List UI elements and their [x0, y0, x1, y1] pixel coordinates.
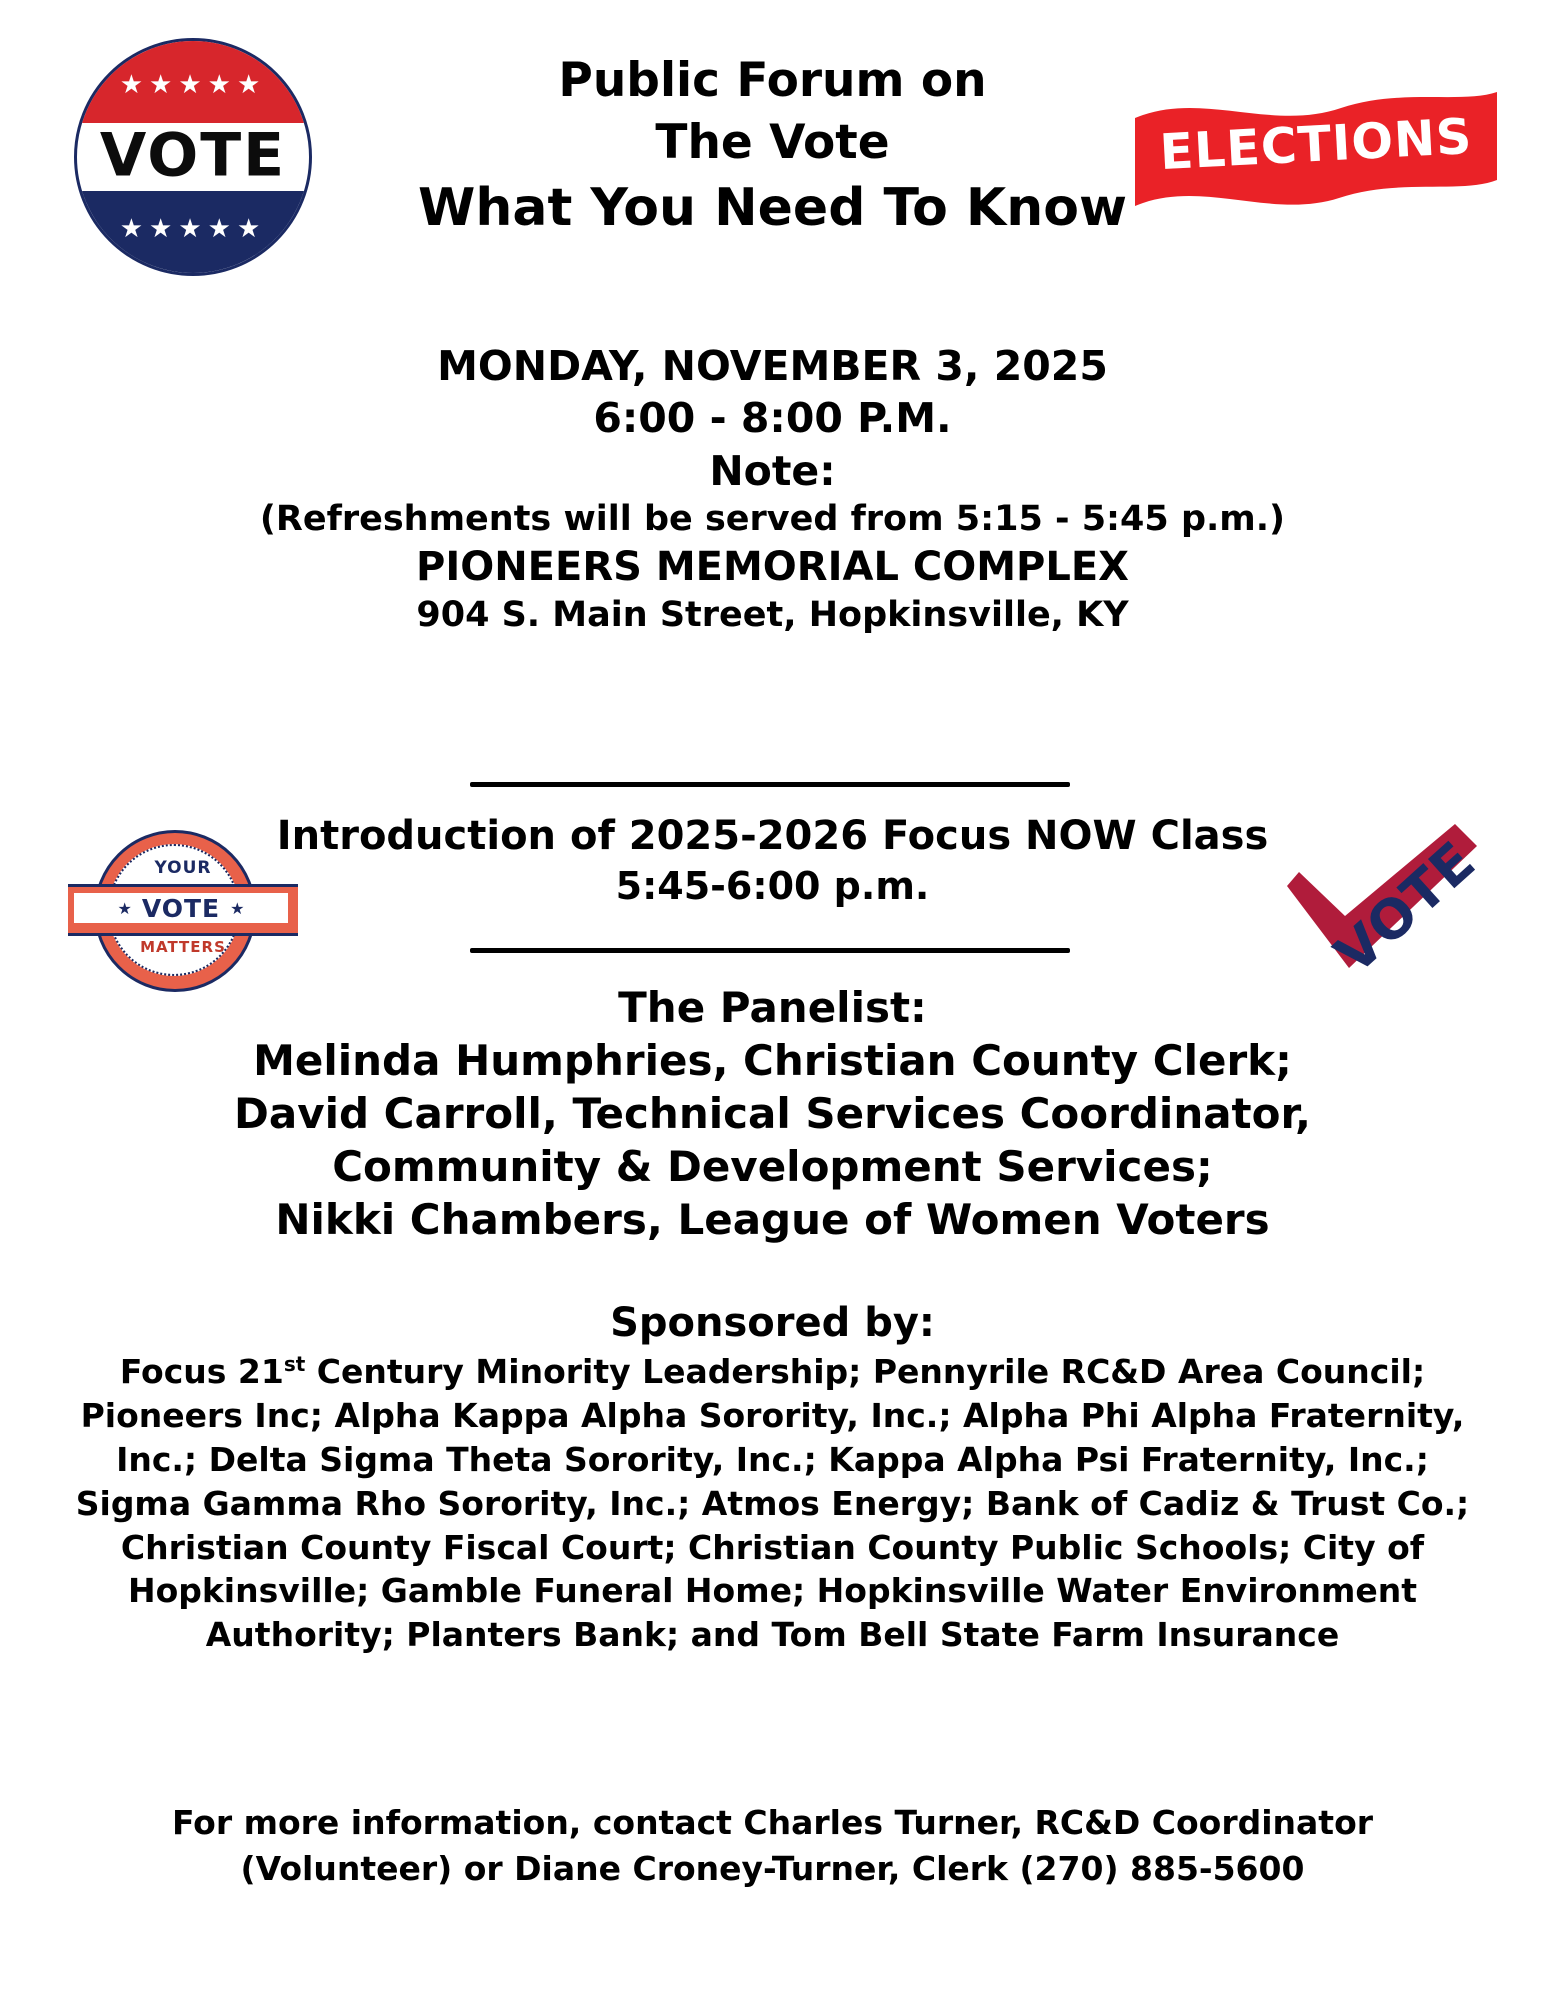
- sponsors-title: Sponsored by:: [610, 1300, 935, 1346]
- vote-badge-circle: [74, 38, 312, 276]
- vote-badge-bottom-band: [77, 191, 309, 273]
- panelist-block: [80, 980, 1465, 1247]
- panelist-line-4: Nikki Chambers, League of Women Voters: [275, 1195, 1270, 1245]
- contact-line-1: For more information, contact Charles Turner, RC&D Coordinator: [171, 1803, 1374, 1842]
- seal-star-right: ★: [230, 898, 245, 918]
- venue-name: PIONEERS MEMORIAL COMPLEX: [416, 544, 1129, 591]
- sponsors-superscript: st: [283, 1352, 306, 1376]
- elections-banner-text: ELECTIONS: [1158, 107, 1474, 182]
- check-vote-word: VOTE: [1323, 829, 1488, 986]
- headline-line-3: What You Need To Know: [417, 178, 1127, 239]
- event-date: MONDAY, NOVEMBER 3, 2025: [437, 342, 1108, 390]
- headline-line-2: The Vote: [655, 115, 890, 171]
- panelist-line-2: David Carroll, Technical Services Coordinator,: [234, 1089, 1311, 1139]
- event-time: 6:00 - 8:00 P.M.: [593, 394, 952, 443]
- panelist-line-1: Melinda Humphries, Christian County Clerk;: [253, 1036, 1292, 1086]
- event-details: [120, 340, 1425, 638]
- seal-top-text: YOUR: [154, 858, 212, 878]
- sponsors-text: Century Minority Leadership; Pennyrile RC&D Area Council; Pioneers Inc; Alpha Kappa Alpha Sorority, Inc.; Alpha Phi Alpha Fraternity, Inc.; Delta Sigma Theta Sorority, Inc.; Kappa Alpha Psi Fraternity, Inc.; Sigma Gamma Rho Sorority, Inc.; Atmos Energy; Bank of Cadiz & Trust Co.; Christian County Fiscal Court; Christian County Public Schools; City of Hopkinsville; Gamble Funeral Home; Hopkinsville Water Environment Authority; Planters Bank; and Tom Bell State Farm Insurance: [75, 1352, 1470, 1655]
- vote-badge-top-band: [77, 41, 309, 123]
- introduction-block: [160, 810, 1385, 911]
- panelist-line-3: Community & Development Services;: [332, 1142, 1213, 1192]
- panelist-title: The Panelist:: [618, 983, 927, 1032]
- sponsors-block: [60, 1300, 1485, 1657]
- seal-bottom-text: MATTERS: [140, 938, 226, 956]
- venue-address: 904 S. Main Street, Hopkinsville, KY: [416, 595, 1129, 636]
- introduction-line-1: Introduction of 2025-2026 Focus NOW Class: [276, 813, 1269, 859]
- refreshments-note: (Refreshments will be served from 5:15 - 5:45 p.m.): [259, 499, 1286, 540]
- note-label: Note:: [709, 446, 836, 495]
- vote-badge-stars-bottom: ★★★★★: [119, 214, 267, 244]
- sponsors-prefix: Focus 21: [119, 1352, 284, 1391]
- headline-line-1: Public Forum on: [558, 53, 987, 108]
- seal-star-left: ★: [117, 898, 132, 918]
- vote-badge-stars-top: ★★★★★: [119, 70, 267, 100]
- vote-badge-icon: [74, 38, 312, 276]
- contact-block: [90, 1800, 1455, 1891]
- vote-badge-word: VOTE: [99, 120, 287, 191]
- introduction-line-2: 5:45-6:00 p.m.: [615, 864, 930, 908]
- seal-center-text: VOTE: [141, 893, 221, 923]
- divider-top: [470, 782, 1070, 787]
- divider-bottom: [470, 948, 1070, 953]
- contact-line-2: (Volunteer) or Diane Croney-Turner, Clerk (270) 885-5600: [240, 1848, 1305, 1888]
- page-title: [300, 50, 1245, 243]
- sponsors-list: [60, 1350, 1485, 1657]
